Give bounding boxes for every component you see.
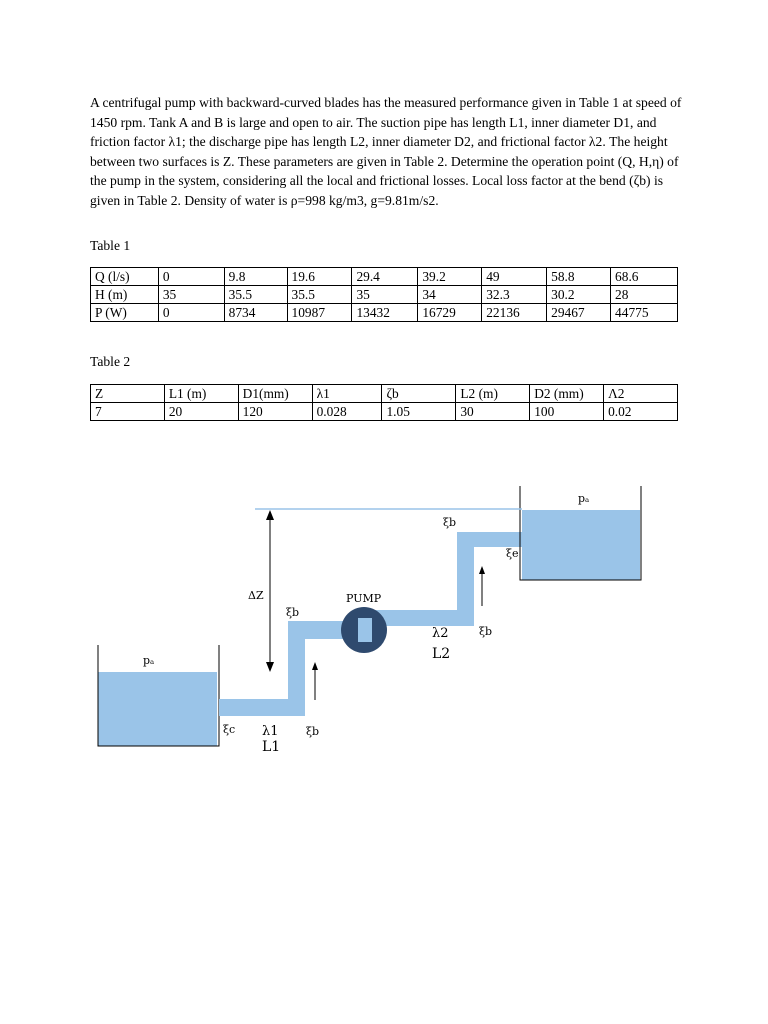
label-xi-b-bottom: ξb [306,725,320,738]
delta-z-arrow-top [266,510,274,520]
flow-arrowhead-discharge [479,566,485,574]
table-cell: 9.8 [224,268,287,286]
table1-caption: Table 1 [90,238,131,253]
table2-caption: Table 2 [90,354,131,369]
label-xi-b-top: ξb [443,516,457,529]
table-cell: Q (l/s) [91,268,159,286]
table-cell: 20 [164,403,238,421]
table-cell: 32.3 [482,286,547,304]
table-cell: Λ2 [604,385,678,403]
table-cell: 58.8 [547,268,611,286]
label-xi-b-right: ξb [479,625,493,638]
table-cell: 120 [238,403,312,421]
flow-arrowhead-suction [312,662,318,670]
problem-statement: A centrifugal pump with backward-curved blades has the measured performance given in Table 1 at speed of 1450 rpm. Tank A and B is large and open to air. The suction pipe has length L1, inner diameter D1, and friction factor λ1; the discharge pipe has length L2, inner diameter D2, and frictional factor λ2. The height between two surfaces is Z. These parameters are given in Table 2. Determine the operation point (Q, H,η) of the pump in the system, considering all the local and frictional losses. Local loss factor at the bend (ζb) is given in Table 2. Density of water is ρ=998 kg/m3, g=9.81m/s2. [90,95,682,208]
table-cell: L1 (m) [164,385,238,403]
tank-a-water [98,672,217,746]
label-pump: PUMP [346,592,382,605]
table-cell: ζb [382,385,456,403]
table-cell: 0.028 [312,403,382,421]
table-cell: 0 [158,268,224,286]
table-cell: L2 (m) [456,385,530,403]
table-cell: 0 [158,304,224,322]
table-cell: P (W) [91,304,159,322]
discharge-pipe-top [457,532,522,547]
table-cell: D1(mm) [238,385,312,403]
table-cell: 7 [91,403,165,421]
table-cell: 100 [530,403,604,421]
table-cell: 30 [456,403,530,421]
table-cell: λ1 [312,385,382,403]
table-cell: 44775 [611,304,678,322]
table-cell: 35 [352,286,418,304]
label-pa-left: pₐ [143,654,155,667]
label-pa-right: pₐ [578,492,590,505]
table-cell: 10987 [287,304,352,322]
label-xi-c: ξc [223,723,236,736]
table-cell: 49 [482,268,547,286]
label-L2: L2 [432,646,451,662]
table-cell: 30.2 [547,286,611,304]
table-cell: 29467 [547,304,611,322]
table-cell: 1.05 [382,403,456,421]
delta-z-arrow-bottom [266,662,274,672]
table-cell: 35.5 [224,286,287,304]
table-cell: 0.02 [604,403,678,421]
pump-inlet [358,618,372,642]
label-xi-b-mid: ξb [286,606,300,619]
tank-b-water [522,510,640,580]
table-cell: 8734 [224,304,287,322]
table-cell: 13432 [352,304,418,322]
table-cell: 34 [418,286,482,304]
label-delta-z: ΔZ [248,589,264,602]
table-cell: 19.6 [287,268,352,286]
table-cell: 29.4 [352,268,418,286]
table-cell: 22136 [482,304,547,322]
table-cell: 28 [611,286,678,304]
label-L1: L1 [262,739,281,755]
table-cell: Z [91,385,165,403]
table-cell: D2 (mm) [530,385,604,403]
table-cell: H (m) [91,286,159,304]
table-cell: 35 [158,286,224,304]
label-lambda1: λ1 [262,724,279,739]
table-cell: 39.2 [418,268,482,286]
label-lambda2: λ2 [432,626,449,641]
table-cell: 68.6 [611,268,678,286]
table-cell: 35.5 [287,286,352,304]
table-cell: 16729 [418,304,482,322]
label-xi-e: ξe [506,547,519,560]
